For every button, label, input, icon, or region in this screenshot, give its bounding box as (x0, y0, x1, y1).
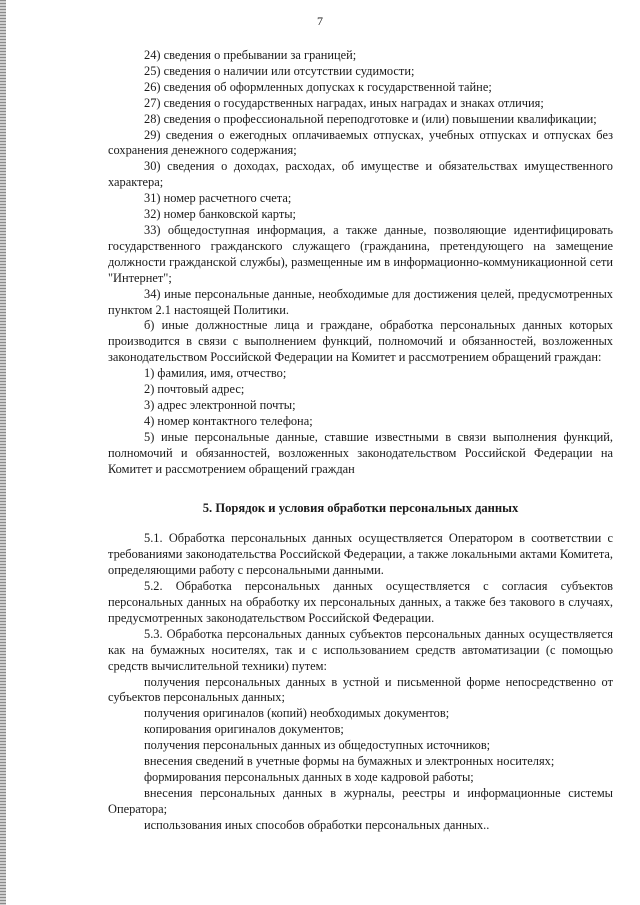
list-item: 24) сведения о пребывании за границей; (144, 48, 357, 62)
list-item: 31) номер расчетного счета; (144, 191, 292, 206)
list-item: 29) сведения о ежегодных оплачиваемых отпусках, учебных отпусках и отпусках без сохранения денежного содержания; (108, 127, 613, 158)
document-body (108, 48, 613, 834)
list-item: получения персональных данных в устной и письменной форме непосредственно от субъектов персональных данных; (108, 674, 613, 705)
list-item: копирования оригиналов документов; (144, 722, 344, 737)
list-item: 32) номер банковской карты; (144, 207, 296, 222)
list-item: 25) сведения о наличии или отсутствии судимости; (144, 63, 415, 78)
list-item: 1) фамилия, имя, отчество; (144, 366, 287, 381)
list-item: 28) сведения о профессиональной переподготовке и (или) повышении квалификации; (144, 111, 597, 126)
list-item: 2) почтовый адрес; (144, 382, 245, 397)
list-item: 27) сведения о государственных наградах, иных наградах и знаках отличия; (144, 95, 544, 110)
section-heading: 5. Порядок и условия обработки персональных данных (202, 501, 519, 516)
paragraph: 5.1. Обработка персональных данных осуществляется Оператором в соответствии с требованиями законодательства Российской Федерации, а также локальными актами Комитета, определяющими работу с персональными данными. (108, 531, 613, 578)
list-item: 33) общедоступная информация, а также данные, позволяющие идентифицировать государственного гражданского служащего (гражданина, претендующего на замещение должности гражданской службы), размещенные им в информационно-коммуникационной сети "Интернет"; (108, 222, 613, 285)
scan-edge (0, 0, 6, 905)
list-item: внесения персональных данных в журналы, реестры и информационные системы Оператора; (108, 785, 613, 816)
list-item: внесения сведений в учетные формы на бумажных и электронных носителях; (144, 754, 555, 769)
list-item: формирования персональных данных в ходе кадровой работы; (144, 769, 474, 784)
list-item: использования иных способов обработки персональных данных.. (144, 817, 490, 832)
list-item: получения персональных данных из общедоступных источников; (144, 738, 491, 753)
subsection-paragraph: б) иные должностные лица и граждане, обработка персональных данных которых производится в связи с выполнением функций, полномочий и обязанностей, возложенных законодательством Российской Федерации на Комитет и рассмотрением обращений граждан: (108, 318, 613, 365)
list-item: получения оригиналов (копий) необходимых документов; (144, 706, 450, 721)
page-number: 7 (317, 14, 323, 28)
list-item: 3) адрес электронной почты; (144, 397, 296, 412)
list-item: 34) иные персональные данные, необходимые для достижения целей, предусмотренных пунктом 2.1 настоящей Политики. (108, 286, 613, 317)
list-item: 5) иные персональные данные, ставшие известными в связи выполнения функций, полномочий и обязанностей, возложенных законодательством Российской Федерации на Комитет и рассмотрением обращений граждан (108, 429, 613, 476)
paragraph: 5.3. Обработка персональных данных субъектов персональных данных осуществляется как на бумажных носителях, так и с использованием средств автоматизации (с помощью средств вычислительной техники) путем: (108, 626, 613, 673)
list-item: 26) сведения об оформленных допусках к государственной тайне; (144, 79, 492, 94)
list-item: 30) сведения о доходах, расходах, об имуществе и обязательствах имущественного характера; (108, 159, 613, 190)
list-item: 4) номер контактного телефона; (144, 413, 313, 428)
paragraph: 5.2. Обработка персональных данных осуществляется с согласия субъектов персональных данных на обработку их персональных данных, а также без такового в случаях, предусмотренных законодательством Российской Федерации. (108, 579, 613, 625)
